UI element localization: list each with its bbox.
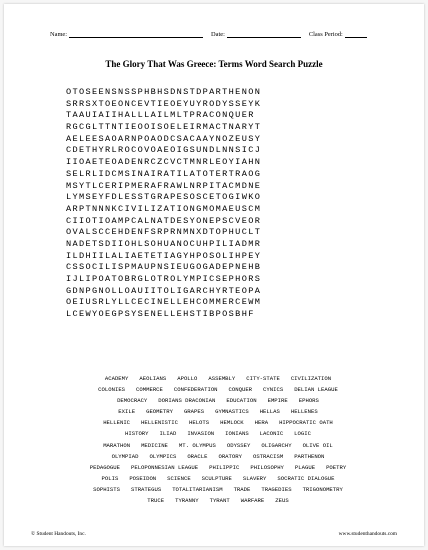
word-bank-term: CITY-STATE [246, 375, 280, 382]
word-bank-term: TOTALITARIANISM [172, 485, 223, 493]
grid-row: IJLIPOATOBRGLOTROLYMPICSEPHORS [66, 274, 262, 284]
grid-row: ARPTNNNKCIVILIZATIONGMOMAEUSCM [66, 203, 262, 214]
class-period-label: Class Period: [308, 31, 343, 38]
word-bank-term: WARFARE [240, 497, 265, 505]
word-bank-line [62, 384, 374, 395]
word-bank-term: EDUCATION [226, 397, 257, 405]
word-bank-term: PHILOSOPHY [250, 463, 284, 471]
website-url: www.studenthandouts.com [338, 531, 397, 537]
word-bank-line [62, 484, 374, 495]
grid-row: ILDHIILALIAETETIAGYHPOSOLIHPEY [66, 250, 262, 261]
word-bank-term: INVASION [187, 430, 215, 438]
word-bank-term: POETRY [326, 463, 347, 471]
class-period-line [345, 32, 367, 38]
word-bank [62, 373, 374, 506]
grid-row: RGCGLTTNTIEOOISOELEIRMACTNARYT [66, 122, 262, 133]
word-bank-term: ORACLE [187, 452, 208, 460]
grid-row: LYMSEYFDLESSTGRAPESOSCETOGIWKO [66, 192, 262, 203]
word-bank-term: LACONIC [259, 430, 284, 438]
date-line [227, 32, 301, 38]
word-bank-term: SOPHISTS [93, 485, 120, 493]
word-bank-term: POLIS [101, 474, 119, 482]
word-bank-term: ACADEMY [104, 375, 129, 382]
grid-row: AELEESAOARNPOAODCSACAAYNOZEUSY [66, 133, 262, 144]
word-bank-term: LOGIC [294, 430, 311, 438]
grid-row: OTOSEENSNSSPHBHSDNSTDPARTHENON [66, 87, 262, 97]
word-bank-term: APOLLO [177, 375, 198, 382]
word-bank-term: OLIGARCHY [261, 441, 292, 449]
word-bank-term: ILIAD [159, 430, 177, 438]
student-info-header [50, 31, 390, 38]
grid-row: SELRLIDCMSINAIRATILATOTERTRAOG [66, 168, 262, 179]
word-bank-term: PLAGUE [294, 463, 316, 471]
word-bank-term: PARTHENON [294, 452, 325, 460]
grid-row: GDNPGNOLLOAUIITOLIGARCHYRTEOPA [66, 285, 262, 296]
word-bank-term: DELIAN LEAGUE [294, 386, 338, 394]
grid-row: CSSOCILISPMAUPNSIEUGOGADEPNEHB [66, 262, 262, 273]
word-bank-term: EMPIRE [267, 397, 288, 405]
date-label: Date: [211, 31, 225, 38]
word-bank-term: HISTORY [125, 430, 149, 438]
word-bank-line [62, 428, 374, 439]
grid-row: OVALSCCEHDENFSRPRNMNXDTOPHUCLT [66, 227, 262, 238]
word-bank-term: GRAPES [183, 408, 205, 416]
word-bank-term: AEOLIANS [139, 375, 167, 382]
word-bank-term: TRAGEDIES [261, 485, 292, 493]
word-bank-term: HELLENIC [103, 419, 131, 427]
page-title: The Glory That Was Greece: Terms Word Search Puzzle [105, 59, 323, 69]
grid-row: CIIOTIOAMPCALNATDESYONEPSCVEOR [66, 215, 262, 226]
word-bank-term: DEMOCRACY [117, 397, 148, 405]
word-bank-term: CIVILIZATION [290, 375, 332, 382]
word-bank-term: TYRANT [209, 497, 230, 505]
word-bank-term: MT. OLYMPUS [178, 441, 216, 449]
word-bank-term: HELLAS [259, 408, 280, 416]
word-bank-term: PEDAGOGUE [89, 463, 120, 471]
grid-row: OEIUSRLYLLCECINELLEHCOMMERCEWM [66, 297, 262, 308]
word-search-grid [66, 87, 261, 321]
grid-row: LCEWYOEGPSYSENELLEHSTIBPOSBHF [66, 309, 255, 320]
name-label: Name: [50, 31, 68, 38]
word-bank-term: OLYMPICS [149, 452, 177, 460]
word-bank-term: POSEIDON [129, 474, 157, 482]
word-bank-term: ZEUS [275, 497, 289, 505]
word-bank-line [62, 373, 374, 384]
grid-row: TAAUIAIIHALLLAILMLTPRACONQUER [66, 110, 255, 121]
word-bank-line [62, 451, 374, 462]
word-bank-term: HEMLOCK [220, 419, 244, 427]
grid-row: NADETSDIIOHLSOHUANOCUHPILIADMR [66, 238, 262, 249]
word-bank-term: HERA [254, 419, 269, 427]
word-bank-term: TYRANNY [175, 497, 199, 505]
word-bank-term: HELLENES [290, 408, 318, 416]
word-bank-term: HELLENISTIC [141, 419, 178, 427]
word-bank-term: HELOTS [188, 419, 210, 427]
word-bank-term: STRATEGUS [130, 485, 162, 493]
word-bank-term: SOCRATIC DIALOGUE [277, 474, 335, 482]
word-bank-line [62, 495, 374, 506]
worksheet-page [4, 4, 424, 546]
word-bank-line [62, 395, 374, 406]
word-bank-line [62, 417, 374, 428]
word-bank-term: HIPPOCRATIC OATH [279, 419, 333, 427]
word-bank-term: COMMERCE [136, 386, 163, 394]
word-bank-term: SLAVERY [242, 474, 267, 482]
name-line [69, 32, 203, 38]
grid-row: MSYTLCERIPMERAFRAWLNRPITACMDNE [66, 180, 262, 191]
word-bank-term: CONQUER [228, 386, 253, 394]
word-bank-line [62, 462, 374, 473]
word-bank-term: MEDICINE [141, 441, 168, 449]
word-bank-term: COLONIES [98, 386, 126, 394]
word-bank-term: MARATHON [103, 441, 131, 449]
word-bank-term: GEOMETRY [146, 408, 173, 416]
word-bank-line [62, 473, 374, 484]
copyright-text: © Student Handouts, Inc. [31, 531, 86, 537]
word-bank-term: OLIVE OIL [302, 441, 333, 449]
word-bank-term: IONIANS [225, 430, 249, 438]
word-bank-term: CONFEDERATION [173, 386, 218, 394]
word-bank-term: OLYMPIAD [111, 452, 139, 460]
word-bank-term: OSTRACISM [252, 452, 284, 460]
word-bank-term: SCIENCE [167, 474, 191, 482]
word-bank-term: CYNICS [263, 386, 284, 394]
word-bank-term: EXILE [118, 408, 136, 416]
word-bank-line [62, 406, 374, 417]
word-bank-term: TRUCE [147, 497, 165, 505]
word-bank-term: TRIGONOMETRY [302, 485, 343, 493]
word-bank-term: ASSEMBLY [208, 375, 236, 382]
word-bank-term: PHILIPPIC [209, 463, 240, 471]
word-bank-term: GYMNASTICS [215, 408, 249, 416]
word-bank-term: EPHORS [298, 397, 319, 405]
word-bank-line [62, 440, 374, 451]
word-bank-term: DORIANS DRACONIAN [158, 397, 216, 405]
grid-row: IIOAETEOADENRCZCVCTMNRLEOYIAHN [66, 157, 262, 168]
word-bank-term: ODYSSEY [226, 441, 251, 449]
word-bank-term: TRADE [233, 485, 251, 493]
word-bank-term: ORATORY [218, 452, 242, 460]
grid-row: CDETHYRLROCOVOAEOIGSUNDLNNSICJ [66, 145, 262, 156]
word-bank-term: SCULPTURE [201, 474, 232, 482]
word-bank-term: PELOPONNESIAN LEAGUE [130, 463, 199, 471]
grid-row: SRRSXTOEONCEVTIEOEYUYRODYSSEYK [66, 98, 262, 109]
